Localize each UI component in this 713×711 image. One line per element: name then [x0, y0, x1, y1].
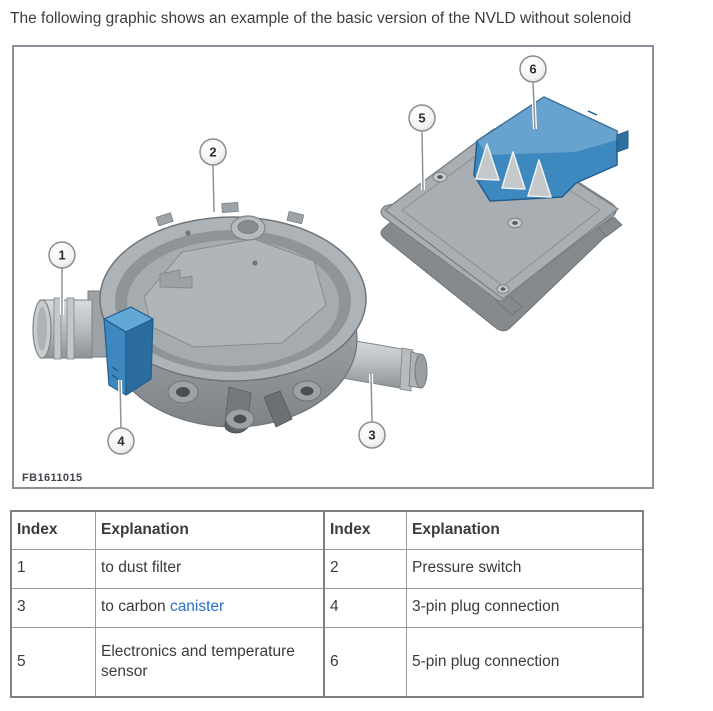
- table-header-row: [11, 511, 643, 549]
- table-row: [11, 588, 643, 627]
- cell-explanation-4: 3-pin plug connection: [407, 588, 644, 627]
- cell-index-6: 6: [324, 627, 407, 697]
- cell-explanation-6: 5-pin plug connection: [407, 627, 644, 697]
- svg-text:3: 3: [368, 427, 376, 443]
- cell-index-5: 5: [11, 627, 96, 697]
- explanation-3-text: to carbon: [101, 598, 170, 616]
- explanation-table: [10, 510, 644, 698]
- cell-index-3: 3: [11, 588, 96, 627]
- dust-filter-port: [33, 291, 108, 359]
- cell-explanation-2: Pressure switch: [407, 549, 644, 588]
- cell-index-4: 4: [324, 588, 407, 627]
- svg-text:1: 1: [58, 247, 66, 263]
- header-index-left: Index: [11, 511, 96, 549]
- plug-3pin-front: [104, 319, 126, 395]
- plug-5pin-notch: [588, 111, 597, 115]
- svg-text:2: 2: [209, 144, 217, 160]
- lid-boss: [231, 216, 265, 240]
- figure-code: FB1611015: [22, 472, 83, 484]
- table-row: [11, 627, 643, 697]
- valve-unit: [33, 202, 427, 433]
- cell-index-1: 1: [11, 549, 96, 588]
- plug-3pin: [104, 307, 153, 395]
- cell-explanation-3: [96, 588, 325, 627]
- canister-link[interactable]: canister: [169, 598, 225, 616]
- cell-explanation-5: Electronics and temperature sensor: [96, 627, 325, 697]
- svg-text:4: 4: [117, 433, 125, 449]
- header-index-right: Index: [324, 511, 407, 549]
- cover-screw: [508, 218, 522, 228]
- table-row: [11, 549, 643, 588]
- cell-explanation-1: to dust filter: [96, 549, 325, 588]
- cover-screw: [497, 285, 509, 293]
- header-explanation-right: Explanation: [407, 511, 644, 549]
- lid-screw: [185, 230, 190, 235]
- svg-text:5: 5: [418, 110, 426, 126]
- plug-5pin: [474, 97, 628, 201]
- callout-2: [200, 139, 226, 212]
- svg-text:6: 6: [529, 61, 537, 77]
- nvld-figure: [12, 45, 654, 489]
- header-explanation-left: Explanation: [96, 511, 325, 549]
- nvld-diagram: [14, 47, 652, 487]
- cell-index-2: 2: [324, 549, 407, 588]
- intro-text: The following graphic shows an example of the basic version of the NVLD without solenoid: [10, 10, 632, 27]
- plug-5pin-side-tab: [617, 131, 628, 152]
- cover-screw: [433, 172, 447, 182]
- lid-screw: [252, 260, 257, 265]
